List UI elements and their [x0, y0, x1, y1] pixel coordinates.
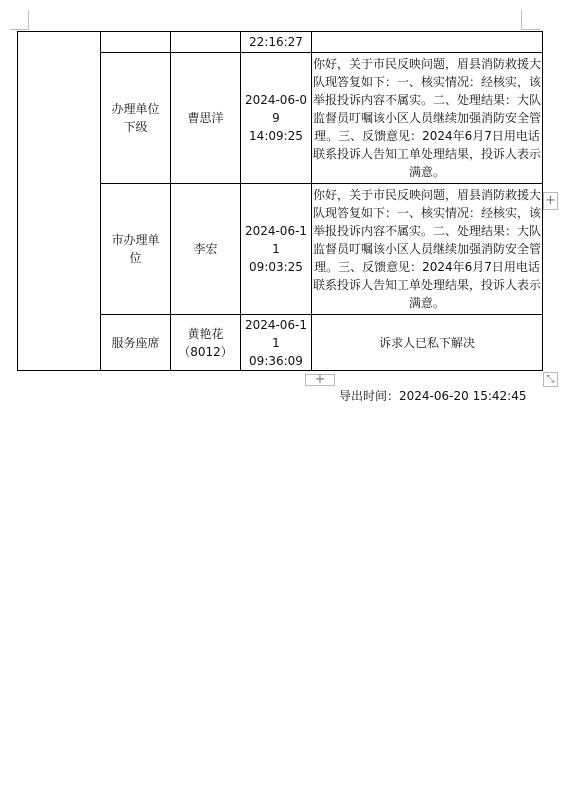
table-resize-handle[interactable]: ⤡ [543, 372, 558, 387]
datetime-cell [241, 53, 312, 184]
export-time-value: 2024-06-20 15:42:45 [399, 389, 527, 403]
date-part-2: 1 [272, 335, 280, 350]
time-part: 09:03:25 [249, 260, 303, 274]
time-part: 09:36:09 [249, 353, 303, 368]
page-corner-mark [10, 29, 28, 30]
export-time-label: 导出时间： [339, 389, 400, 403]
unit-label: 市办理单位 [111, 233, 160, 265]
workorder-table [17, 31, 543, 371]
date-part-2: 1 [272, 242, 280, 256]
person-id: （8012） [178, 344, 233, 359]
person-cell: 曹思洋 [171, 53, 241, 184]
person-name: 黄艳花 [187, 326, 224, 341]
unit-cell [101, 53, 171, 184]
add-column-button[interactable]: + [543, 192, 558, 210]
merged-left-cell [18, 32, 101, 371]
reply-cell: 你好，关于市民反映问题，眉县消防救援大队现答复如下：一、核实情况：经核实，该举报投诉内容不属实。二、处理结果：大队监督员叮嘱该小区人员继续加强消防安全管理。三、反馈意见：2024年6月7日用电话联系投诉人告知工单处理结果，投诉人表示满意。 [312, 53, 543, 184]
date-part-1: 2024-06-1 [244, 317, 308, 332]
table-cell [312, 32, 543, 53]
add-row-button[interactable]: + [305, 374, 335, 386]
date-part-1: 2024-06-1 [244, 224, 308, 238]
person-cell: 李宏 [171, 184, 241, 315]
time-cell: 22:16:27 [241, 32, 312, 53]
page-corner-mark [28, 10, 29, 30]
datetime-cell [241, 315, 312, 371]
datetime-cell [241, 184, 312, 315]
unit-cell [101, 184, 171, 315]
reply-cell: 诉求人已私下解决 [312, 315, 543, 371]
reply-cell: 你好，关于市民反映问题，眉县消防救援大队现答复如下：一、核实情况：经核实，该举报投诉内容不属实。二、处理结果：大队监督员叮嘱该小区人员继续加强消防安全管理。三、反馈意见：2024年6月7日用电话联系投诉人告知工单处理结果，投诉人表示满意。 [312, 184, 543, 315]
page-corner-mark [522, 29, 540, 30]
page-corner-mark [521, 10, 522, 30]
time-part: 14:09:25 [249, 129, 303, 143]
unit-cell: 服务座席 [101, 315, 171, 371]
date-part-1: 2024-06-0 [244, 93, 308, 107]
table-row [18, 32, 543, 53]
table-cell [101, 32, 171, 53]
person-cell [171, 315, 241, 371]
export-time [339, 388, 526, 404]
date-part-2: 9 [272, 111, 280, 125]
unit-label: 办理单位下级 [111, 102, 160, 134]
table-cell [171, 32, 241, 53]
